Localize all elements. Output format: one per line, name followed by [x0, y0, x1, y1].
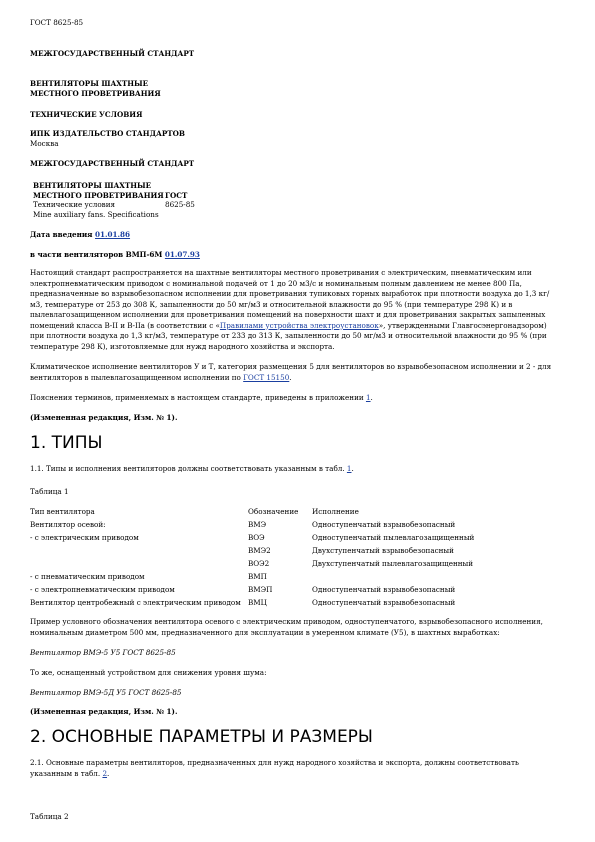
scope-paragraph [30, 268, 555, 352]
terms-paragraph [30, 393, 555, 404]
city: Москва [30, 139, 59, 148]
table-cell-designation: ВМЭП [248, 585, 273, 594]
header-subtitle-ru: Технические условия [33, 200, 116, 209]
climate-text-part-1: Климатическое исполнение вентиляторов У и Т, категория размещения 5 для вентиляторов во взрывобезопасном исполнении и 2 - для вентиляторов в пылевлагозащищенном исполнении по [30, 362, 552, 382]
climate-paragraph [30, 362, 555, 383]
table-header-designation: Обозначение [248, 507, 299, 516]
scope-text-part-2: », утвержденными Главгосэнергонадзором) при плотности воздуха до 1,3 кг/м3, температуре от 233 до 313 К, запыленности до 50 мг/м3 и относительной влажности до 95 % (при температуре 298 К), изготовляемые для нужд народного хозяйства и экспорта. [30, 320, 547, 351]
table-header-type: Тип вентилятора [30, 507, 95, 516]
doc-code: ГОСТ 8625-85 [30, 18, 84, 27]
table-cell-designation: ВМЦ [248, 598, 267, 607]
intro-date-link[interactable]: 01.01.86 [95, 230, 131, 239]
example-2-designation: Вентилятор ВМЭ-5Д У5 ГОСТ 8625-85 [30, 688, 182, 697]
section-1-heading: 1. ТИПЫ [30, 433, 103, 453]
example-2-paragraph: То же, оснащенный устройством для снижения уровня шума: [30, 668, 267, 677]
terms-text-end: . [370, 393, 373, 402]
table-cell-version: Одноступенчатый пылевлагозащищенный [312, 533, 475, 542]
table-cell-version: Одноступенчатый взрывобезопасный [312, 520, 456, 529]
table-cell-type: Вентилятор осевой: [30, 520, 106, 529]
interstate-standard-heading-2: МЕЖГОСУДАРСТВЕННЫЙ СТАНДАРТ [30, 159, 195, 168]
section-2-heading: 2. ОСНОВНЫЕ ПАРАМЕТРЫ И РАЗМЕРЫ [30, 727, 373, 747]
electrical-rules-link[interactable]: Правилами устройства электроустановок [219, 320, 379, 330]
table-cell-version: Двухступенчатый пылевлагозащищенный [312, 559, 474, 568]
para-1-1 [30, 464, 555, 475]
intro-date-label: Дата введения [30, 230, 93, 239]
table-cell-designation: ВОЭ2 [248, 559, 270, 568]
table-cell-type: - с пневматическим приводом [30, 572, 145, 581]
para-2-1-end: . [107, 768, 110, 778]
amendment-note-2: (Измененная редакция, Изм. № 1). [30, 707, 178, 716]
para-1-1-text: 1.1. Типы и исполнения вентиляторов должны соответствовать указанным в табл. [30, 464, 347, 473]
terms-text: Пояснения терминов, применяемых в настоящем стандарте, приведены в приложении [30, 393, 366, 402]
publisher: ИПК ИЗДАТЕЛЬСТВО СТАНДАРТОВ [30, 129, 185, 138]
table-cell-version: Одноступенчатый взрывобезопасный [312, 585, 456, 594]
table-cell-version: Одноступенчатый взрывобезопасный [312, 598, 456, 607]
header-gost-label: ГОСТ [165, 190, 188, 200]
intro-date-line [30, 230, 130, 240]
table-cell-designation: ВМП [248, 572, 267, 581]
vmp-part-label: в части вентиляторов ВМП-6М [30, 250, 163, 259]
table-header-version: Исполнение [312, 507, 359, 516]
example-1-paragraph: Пример условного обозначения вентилятора осевого с электрическим приводом, одноступенчатого, взрывобезопасного исполнения, номинальным диаметром 500 мм, предназначенного для эксплуатации в умеренном климате (У5), в шахтных выработках: [30, 617, 543, 637]
table-1-label: Таблица 1 [30, 487, 69, 496]
table-cell-designation: ВМЭ [248, 520, 267, 529]
table-cell-type: - с электропневматическим приводом [30, 585, 175, 594]
para-2-1-text: 2.1. Основные параметры вентиляторов, предназначенных для нужд народного хозяйства и экспорта, должны соответствовать указанным в табл. [30, 758, 519, 778]
amendment-note-1: (Измененная редакция, Изм. № 1). [30, 413, 178, 422]
table-1-link[interactable]: 1 [346, 464, 352, 473]
header-title-line-2: МЕСТНОГО ПРОВЕТРИВАНИЯ [33, 190, 164, 200]
header-subtitle-en: Mine auxiliary fans. Specifications [33, 209, 159, 219]
table-cell-designation: ВМЭ2 [248, 546, 271, 555]
title-line-1: ВЕНТИЛЯТОРЫ ШАХТНЫЕ [30, 79, 149, 88]
header-gost-number: 8625-85 [165, 200, 195, 209]
interstate-standard-heading: МЕЖГОСУДАРСТВЕННЫЙ СТАНДАРТ [30, 49, 195, 58]
table-cell-version: Двухступенчатый взрывобезопасный [312, 546, 454, 555]
vmp-date-link[interactable]: 01.07.93 [164, 250, 200, 259]
gost-15150-link[interactable]: ГОСТ 15150 [243, 372, 290, 382]
table-cell-designation: ВОЭ [248, 533, 265, 542]
example-1-designation: Вентилятор ВМЭ-5 У5 ГОСТ 8625-85 [30, 648, 176, 657]
header-title-line-1: ВЕНТИЛЯТОРЫ ШАХТНЫЕ [33, 181, 152, 190]
climate-text-part-2: . [289, 372, 292, 382]
spec-heading: ТЕХНИЧЕСКИЕ УСЛОВИЯ [30, 110, 143, 119]
title-line-2: МЕСТНОГО ПРОВЕТРИВАНИЯ [30, 89, 161, 98]
appendix-1-link[interactable]: 1 [365, 393, 371, 402]
table-cell-type: - с электрическим приводом [30, 533, 139, 542]
scope-text-part-1: Настоящий стандарт распространяется на шахтные вентиляторы местного проветривания с электрическим, пневматическим или электропневматическим приводом с номинальной подачей от 1 до 20 м3/с и номинальным полным давлением не менее 800 Па, предназначенные во взрывобезопасном исполнении для проветривания тупиковых горных выработок при плотности воздуха до 1,3 кг/м3, температуре от 253 до 308 К, запыленности до 50 мг/м3 и относительной влажности до 95 % (при температуре 298 К) и в пылевлагозащищенном исполнении для проветривания помещений на поверхности шахт и для проветривания закрытых запыленных помещений класса В-II и В-IIа (в соответствии с « [30, 268, 550, 330]
table-cell-type: Вентилятор центробежный с электрическим приводом [30, 598, 241, 607]
vmp-date-line [30, 250, 200, 260]
table-2-link[interactable]: 2 [102, 768, 108, 778]
table-2-label: Таблица 2 [30, 812, 69, 821]
para-1-1-end: . [351, 464, 354, 473]
para-2-1 [30, 758, 555, 779]
